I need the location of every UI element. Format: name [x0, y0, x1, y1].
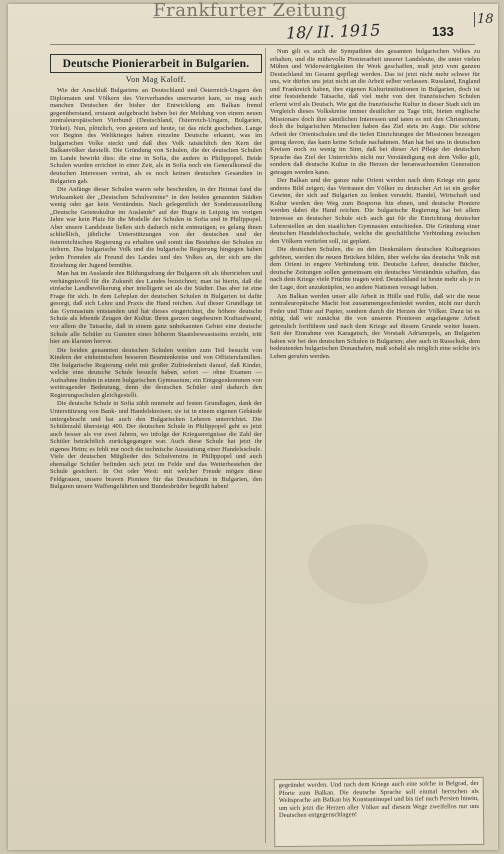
reference-number: 18	[474, 12, 494, 27]
article-paragraph: Die deutsche Schule in Sofia zählt nunmehr auf festen Grundlagen, dank der Unterstützung von Bank- und Handelskreisen; sie ist in einem eigenen Gebäude untergebracht und hat auch den Bulgarischen Lehrern unterrichtet. Die Schülerzahl übersteigt 400. Der deutschen Schule in Philippopel geht es jetzt auch besser als vor zwei Jahren, wo infolge der Kriegsereignisse die Zahl der Schüler beträchtlich zurückgegangen war. Auch diese Schule hat jetzt ihr eigenes Heim; es fehlt nur noch die technische Ausstattung einer Handelsschule. Viele der deutschen Mitglieder des Schulvereins in Philippopel und auch ehemalige Schüler befinden sich jetzt im Felde und das Weiterbestehen der Schule gesichert. In Ost oder West: mit welcher Freude mögen diese Feldgrauen, unsere braven Pioniere für das Deutschtum in Bulgarien, den Bulgaren unsere Waffengefährten und Bundesbrüder begrüßt haben!	[50, 400, 262, 491]
newspaper-masthead: Frankfurter Zeitung	[153, 0, 347, 21]
left-column	[50, 48, 262, 843]
article-paragraph: Die Anfänge dieser Schulen waren sehr bescheiden, in der Heimat fand die Wirksamkeit der „Deutschen Schulvereine“ in den beiden genannten Städten wenig oder gar kein Verständnis. Nach gelegentlich der Sonderausstellung „Deutsche Geisteskultur im Auslande“ auf der Bugra in Leipzig im vorigen Jahre war kein Platz für die Modelle der Schulen in Sofia und in Philippopel. Aber unsere Landsleute ließen sich dadurch nicht entmutigen; es gelang ihnen schließlich, jährliche Unterstützungen von der deutschen und der österreichischen Regierung zu erhalten und somit das Bestehen der Schulen zu sichern. Das bulgarische Volk und die bulgarische Regierung hingegen haben jeden Fremden als Freund des Landes und des Volkes an, der sich um die Erziehung der Jugend bemühte.	[50, 186, 262, 269]
article-paragraph: Die deutschen Schulen, die zu den Denkmälern deutschen Kulturgeistes gehören, werden die neuen Brücken bilden, über welche das deutsche Volk mit dem Orient in engere Verbindung tritt. Deutsche Lehrer, deutsche Bücher, deutsche Zeitungen sollen gemeinsam ein deutsches Verständnis schaffen, das nach dem Kriege viele Früchte tragen wird. Deutschland ist heute mehr als je in der Lage, dort anzuknüpfen, wo andere Nationen versagt haben.	[270, 246, 480, 291]
article-byline: Von Mag Kaloff.	[125, 75, 187, 84]
handwritten-date: 18/ II. 1915	[285, 20, 381, 43]
article-paragraph: Am Balkan werden unser alle Arbeit in Hülle und Fülle, daß wir die neue zentraleuropäische Macht fest zusammengeschmiedet werden, nicht nur durch Feder und Tinte auf Papier, sondern durch die Herzen der Völker. Dazu ist es nötig, daß wir zunächst die von unseren Pionieren angefangene Arbeit getreulich fortführen und nach dem Kriege auf diesem Grunde weiter bauen. Seit der Einnahme von Karagatsch, der Vorstadt Adrianopels, an Bulgarien haben wir bei den deutschen Schulen in Bulgarien; aber auch in Russchuk, dem bedeutenden bulgarischen Donauhafen, muß sobald als möglich eine solche in's Leben gerufen werden.	[270, 292, 480, 360]
article-title: Deutsche Pionierarbeit in Bulgarien.	[50, 54, 262, 73]
article-paragraph: Nun gilt es auch die Sympathien des gesamten bulgarischen Volkes zu erhalten, und die mühevolle Pionierarbeit unserer Landsleute, die unter vielen Mühen und Widerwärtigkeiten ihr Werk geschaffen, muß jetzt vom ganzen Deutschland im Gesamt gepflegt werden. Das ist jetzt nicht mehr schwer für uns, wir dürfen uns jetzt nicht an die Arbeit selber verlassen. Russland, England und Frankreich haben, ihre eigenen Kulturinstitutionen in Bulgarien, doch ist eine feststehende Tatsache, daß viel mehr von den französischen Schulen erlernt wird als Deutsch. Wie gut die französische Kultur in dieser Stadt sich im Vergleich dieses Volkskreise immer deutlicher zu Tage tritt, bieten englische Missionare doch ihre sämtlichen Interessen und taten es mit den Christentum, doch die bulgarischen Menschen haben das Ziel stets im Auge. Die schöne Arbeit der Orientschulen und die tiefen Einrichtungen der Missionen bezeugen genug davon, das kann keine Schule nachahmen. Man hat bei uns in deutschen Kreisen noch zu wenig im Sinn, daß bei dieser Art Pflege der deutschen Sprache das Ziel der Unterrichts nicht nur Verständigung mit dem Volke gilt, sondern daß deutsche Kultur in die Herzen der heranwachsenden Generation getragen werden kann.	[270, 48, 480, 176]
column-separator	[265, 48, 266, 843]
right-column	[270, 48, 480, 843]
pasted-clipping	[274, 777, 485, 847]
top-rule	[50, 44, 475, 45]
article-paragraph: Der Balkan und der ganze nahe Orient werden nach dem Kriege ein ganz anderes Bild zeigen; das Vertrauen der Völker zu deutscher Art ist ein großer Gewinn, der sich auf Bulgarien zu lenken versteht. Handel, Wirtschaft und Kultur werden den Weg zum Bosporus hin ebnen, und deutsche Pioniere werden dabei die Hand reichen. Die bulgarische Regierung hat bei allem Interesse an deutscher Schule sich auch gut für die Einrichtung deutscher Lehrerstellen an den staatlichen Gymnasien entschieden. Die Gründung einer deutschen Handelshochschule, welche die geschäftliche Verbindung zwischen den Völkern vertiefen soll, ist geplant.	[270, 177, 480, 245]
clipping-text: gegründet werden. Und nach dem Kriege auch eine solche in Belgrad, der Pforte zum Balkan. Die deutsche Sprache soll einmal herrschen als Weltsprache am Balkan bis Konstantinopel und bis tief nach Persien hinein, um sich jetzt die Herzen aller Völker auf diesem Wege zweifellos nur uns Deutschen entgegenschlagen!	[278, 779, 479, 820]
article-paragraph: Wie der Anschluß Bulgariens an Deutschland und Österreich-Ungarn den Diplomaten und Völkern des Vierverbandes unerwartet kam, so mag auch manchen Deutschen der bisher der Entwicklung am Balkan fremd gegenüberstand, erstaunt aufgebracht haben bei der Meldung von einem neuen zentraleuropäischen Vierbund (Deutschland, Österreich-Ungarn, Bulgarien, Türkei). Nun, plötzlich, von gestern auf heute, ist das nicht geschehen. Lange vor Beginn des Weltkrieges haben einzelne Deutsche erkannt, was im bulgarischen Volke steckt und daß dies Volk tatsächlich den Kern der Balkanvölker darstellt. Die Gründung von Schulen, die der deutschen Schulen im Lande bewirkt dies: die eine in Sofia, die andere in Philippopel. Beide Schulen wurden errichtet in einer Zeit, als in Sofia noch ein Generalkonsul die deutschen Interessen vertrat, als es noch keinen deutschen Gesandten in Bulgarien gab.	[50, 87, 262, 185]
article-paragraph: Man hat im Auslande den Bildungsdrang der Bulgaren oft als übertrieben und verhängnisvoll für die Zukunft des Landes bezeichnet; man ist hierin, daß die einfache Landbevölkerung eher intelligent sei als die Städter. Das aber ist eine Frage für sich. In dem Lehrplan der deutschen Schulen in Bulgarien ist dafür gesorgt, daß sich Lehre und Praxis die Hand reichen. Auf dieser Grundlage ist das Gymnasium entstanden und hat dieses eingerichtet, die höhere deutsche Schule als lebende Zeugen der Kultur. Ihren ganzen ungeheuren Kraftaufwand, vor allem die Tatsache, daß in einem ganz unbekannten Gebiet eine deutsche Schule alle Schüler zu Gunsten eines höheren Staatsbewusstseins erzieht, tritt hier am klarsten hervor.	[50, 270, 262, 346]
page-number: 133	[432, 24, 454, 39]
article-paragraph: Die beiden genannten deutschen Schulen werden zum Teil besucht von Kindern der einheimischen besseren Beamtenkreise und von Offiziersfamilien. Die bulgarische Regierung sieht mit großer Zufriedenheit darauf, daß Kinder, welche eine deutsche Schule besucht haben, sofort — ohne Examen — Aufnahme finden in einem bulgarischen Gymnasium; ein Entgegenkommen von weittragender Bedeutung, denn die deutschen Schüler sind dadurch den Regierungsschulen gleichgestellt.	[50, 346, 262, 399]
